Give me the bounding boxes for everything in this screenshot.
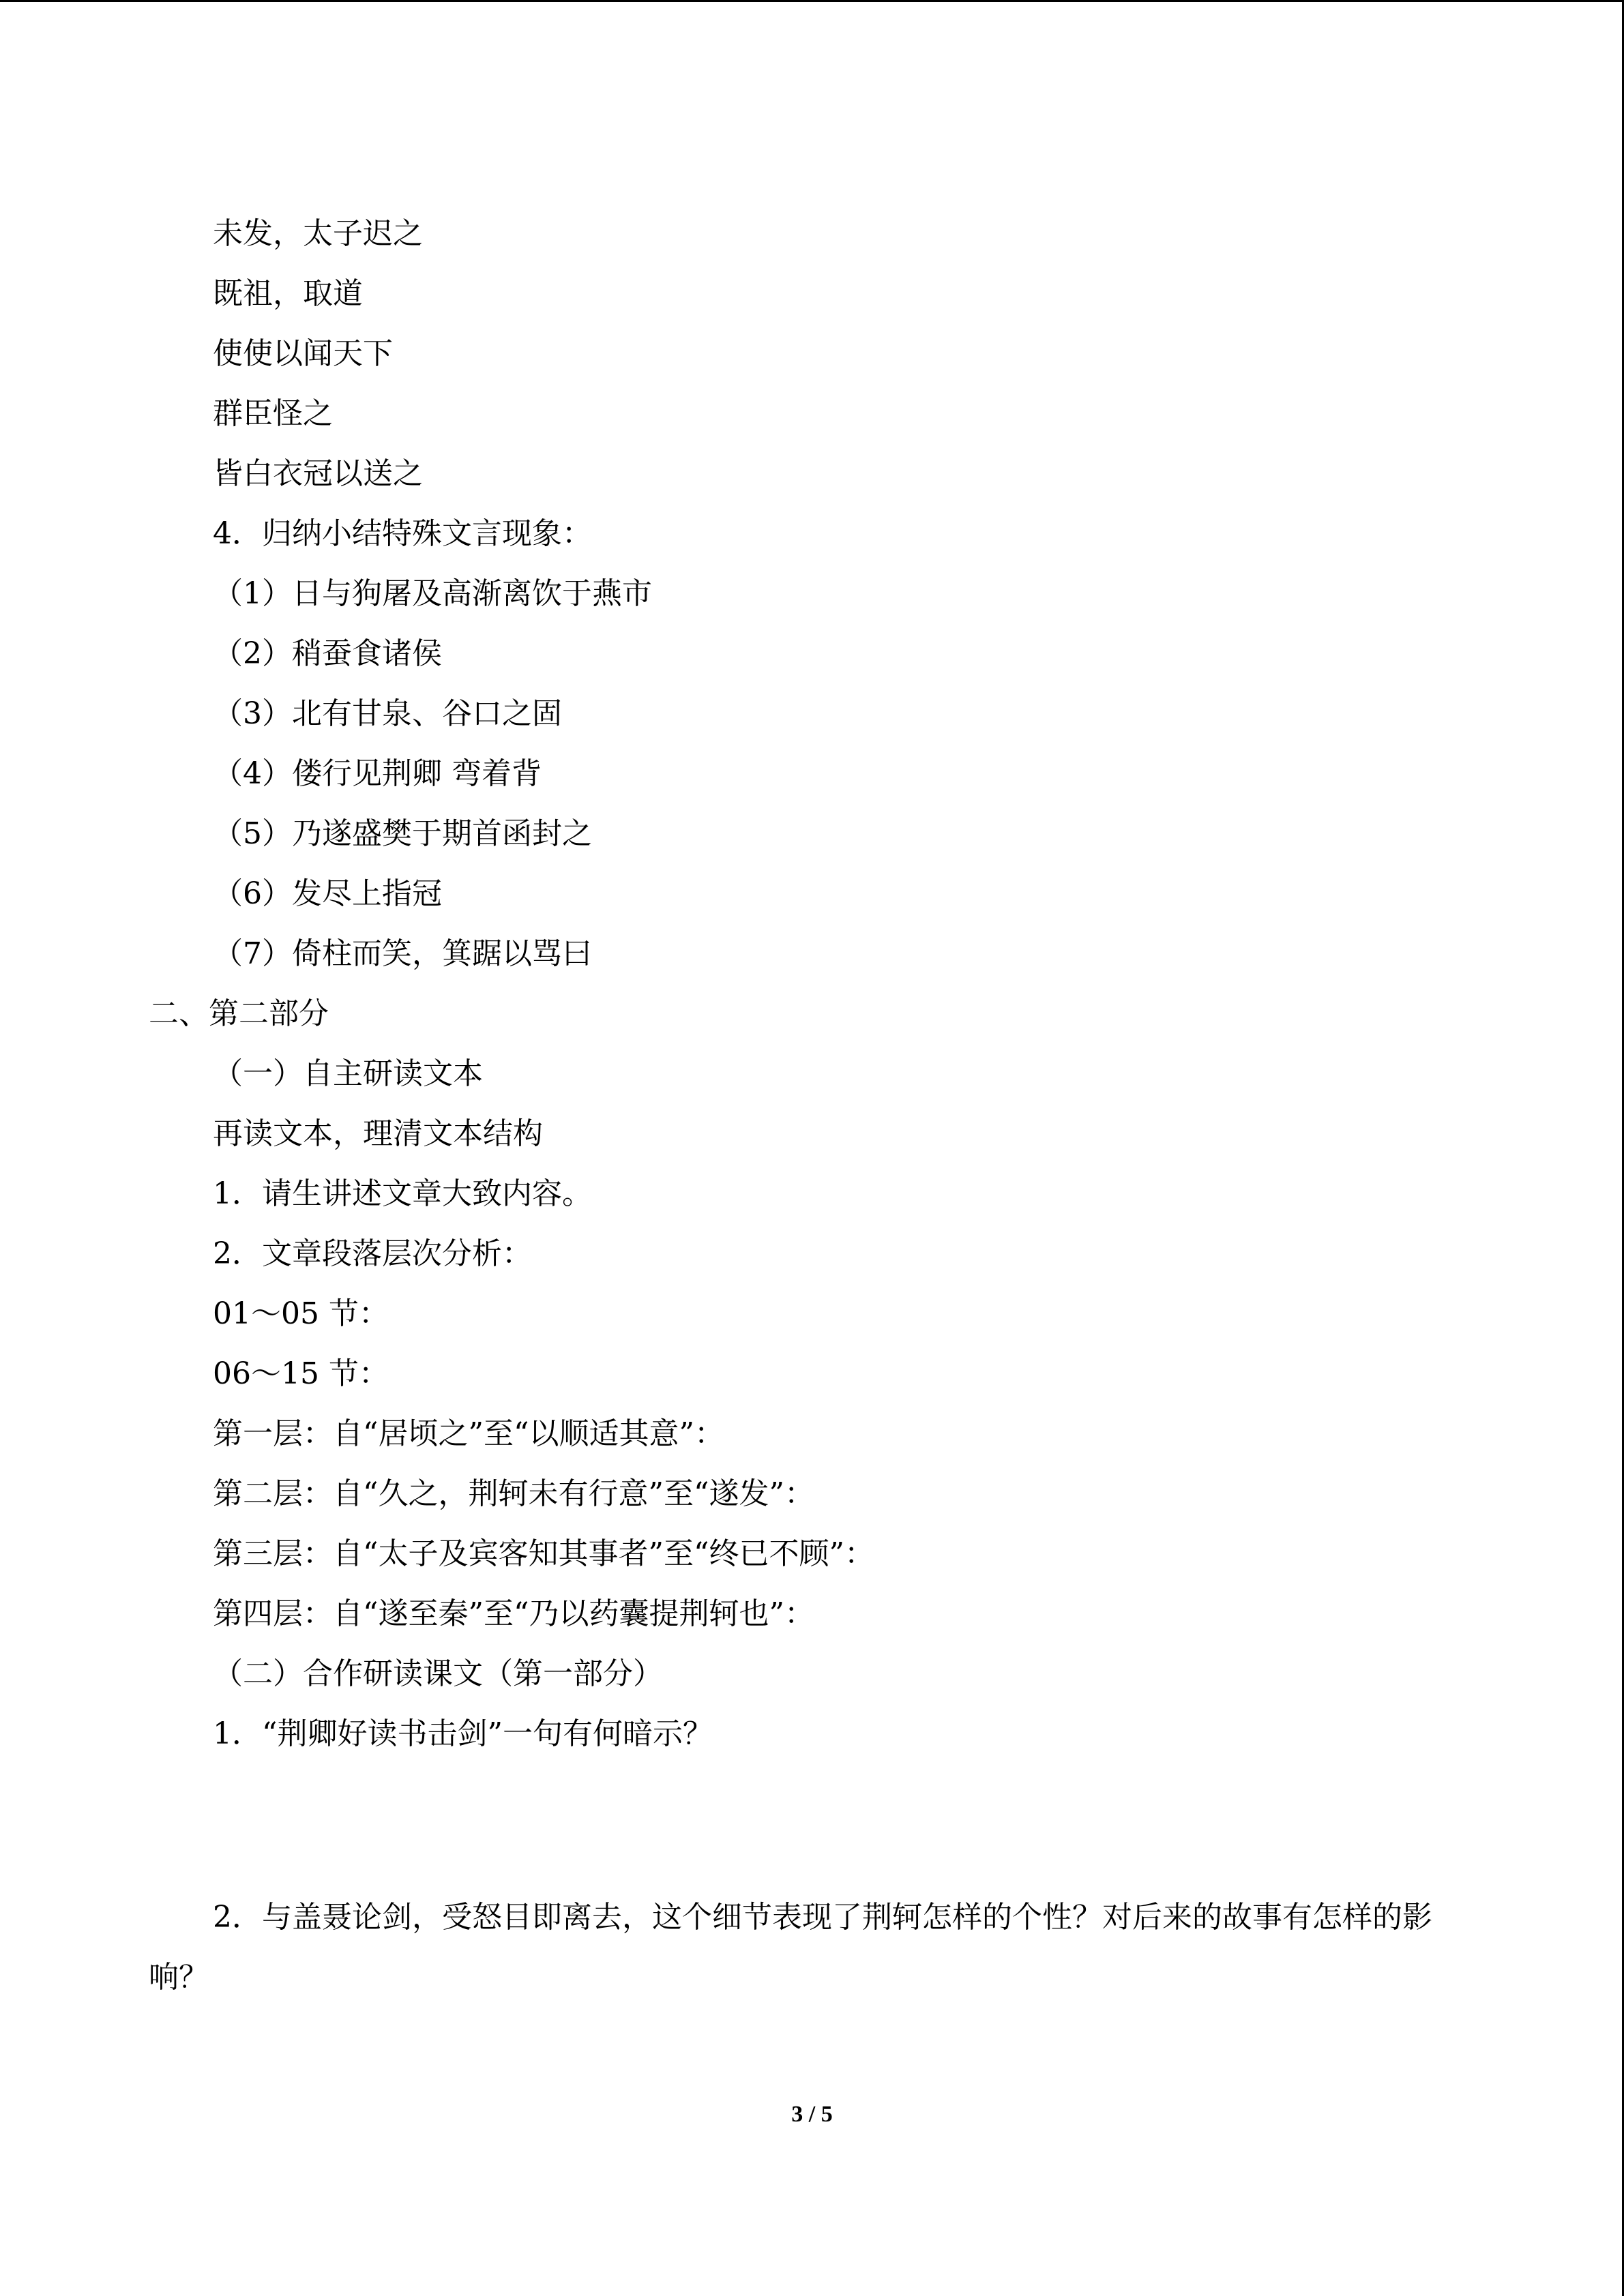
text-line: 群臣怪之 xyxy=(213,396,333,431)
text-line: 06～15 节： xyxy=(213,1356,389,1391)
text-line: 未发，太子迟之 xyxy=(213,216,423,251)
subsection-heading: （二）合作研读课文（第一部分） xyxy=(213,1656,663,1691)
text-line: 再读文本，理清文本结构 xyxy=(213,1116,543,1151)
text-line: 01～05 节： xyxy=(213,1296,389,1331)
text-line: 第二层：自“久之，荆轲未有行意”至“遂发”： xyxy=(213,1476,814,1511)
question: 1．“荆卿好读书击剑”一句有何暗示？ xyxy=(213,1716,713,1751)
list-item: （5）乃遂盛樊于期首函封之 xyxy=(213,816,592,851)
list-item: （4）偻行见荆卿 弯着背 xyxy=(213,756,542,791)
list-item: （1）日与狗屠及高渐离饮于燕市 xyxy=(213,576,652,611)
text-line: 第四层：自“遂至秦”至“乃以药囊提荆轲也”： xyxy=(213,1596,814,1631)
text-line: 4．归纳小结特殊文言现象： xyxy=(213,516,592,551)
question-paragraph: 2．与盖聂论剑，受怒目即离去，这个细节表现了荆轲怎样的个性？对后来的故事有怎样的影响？ xyxy=(149,1900,1432,1995)
text-line: 既祖，取道 xyxy=(213,276,363,311)
list-item: （6）发尽上指冠 xyxy=(213,876,442,911)
subsection-heading: （一）自主研读文本 xyxy=(213,1056,483,1091)
text-line: 第一层：自“居顷之”至“以顺适其意”： xyxy=(213,1416,724,1451)
text-line: 1．请生讲述文章大致内容。 xyxy=(213,1176,592,1211)
text-line: 第三层：自“太子及宾客知其事者”至“终已不顾”： xyxy=(213,1536,874,1571)
list-item: （2）稍蚕食诸侯 xyxy=(213,636,442,671)
text-line: 皆白衣冠以送之 xyxy=(213,456,423,491)
list-item: （3）北有甘泉、谷口之固 xyxy=(213,696,562,731)
text-line: 使使以闻天下 xyxy=(213,336,393,371)
text-line: 2．文章段落层次分析： xyxy=(213,1236,532,1271)
page-number: 3 / 5 xyxy=(791,2102,833,2127)
list-item: （7）倚柱而笑，箕踞以骂曰 xyxy=(213,936,592,971)
section-heading: 二、第二部分 xyxy=(149,996,329,1031)
